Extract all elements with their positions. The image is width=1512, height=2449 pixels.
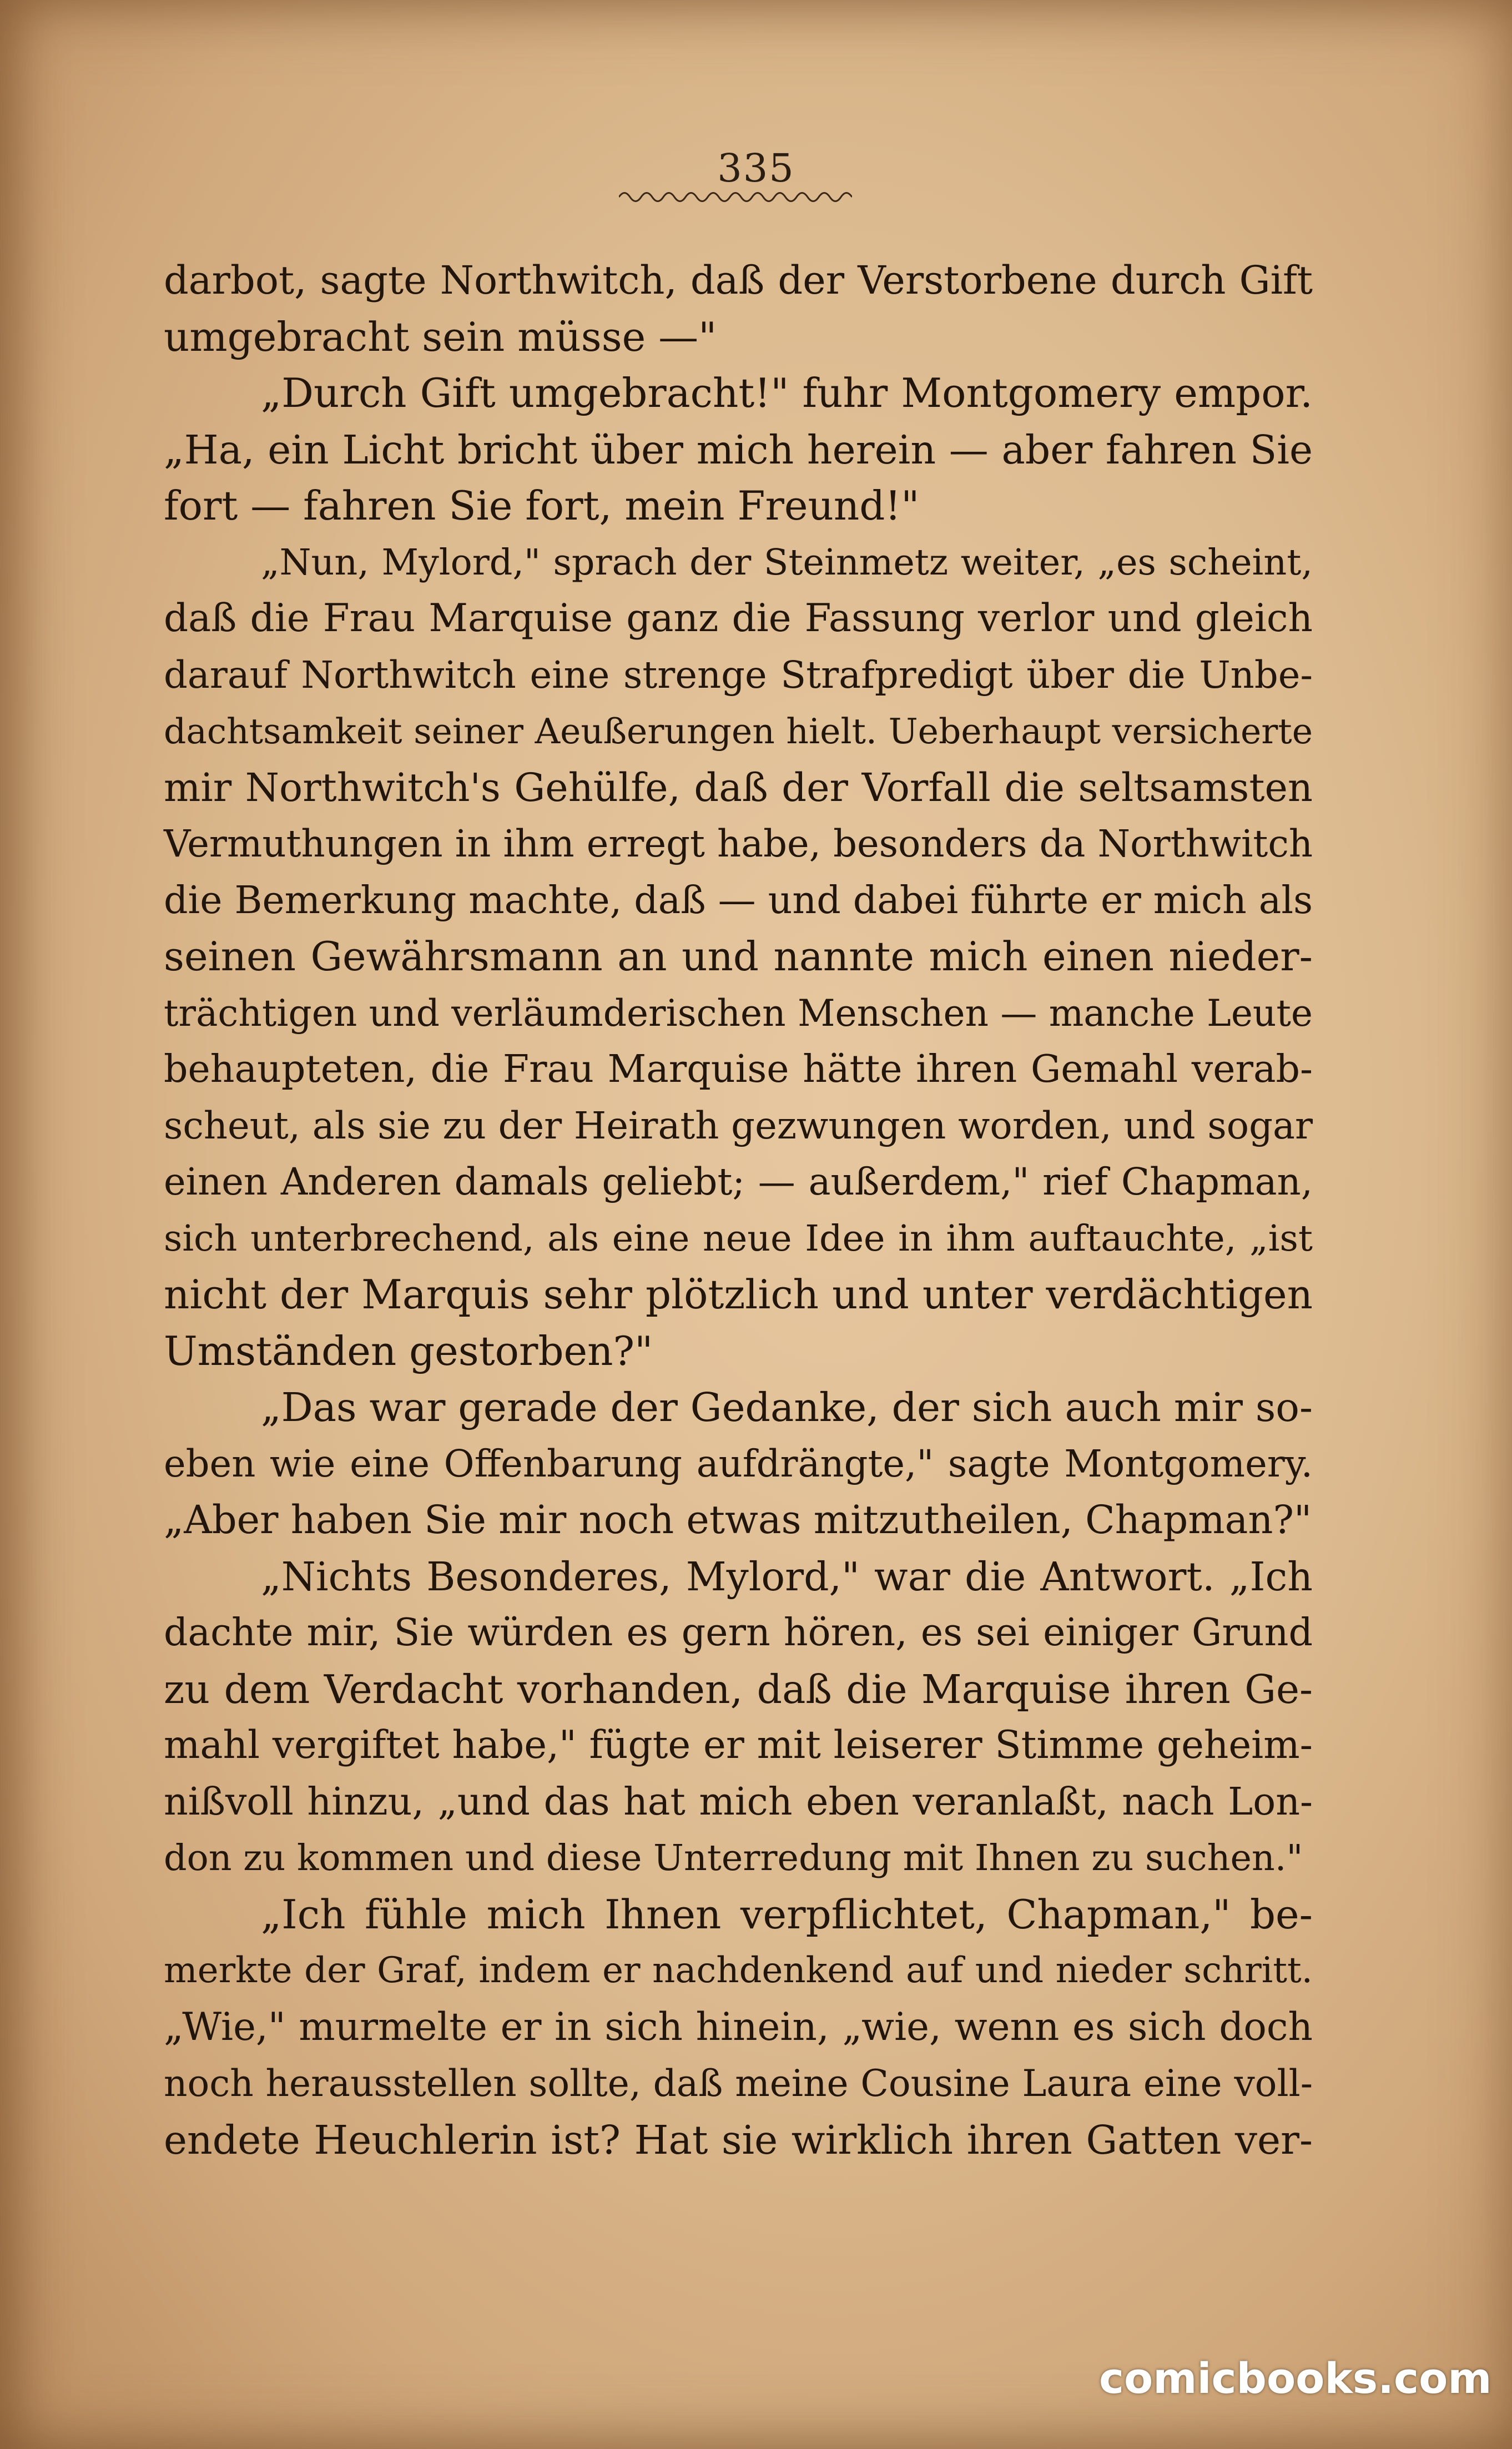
text-line: „Ha, ein Licht bricht über mich herein — aber fahren Sie (164, 426, 1313, 473)
text-line: daß die Frau Marquise ganz die Fassung verlor und gleich (164, 596, 1313, 641)
text-line: darauf Northwitch eine strenge Strafpredigt über die Unbe- (164, 653, 1313, 697)
text-line: „Wie," murmelte er in sich hinein, „wie, wenn es sich doch (164, 2004, 1313, 2049)
text-line: behaupteten, die Frau Marquise hätte ihren Gemahl verab- (164, 1047, 1313, 1091)
text-line: seinen Gewährsmann an und nannte mich einen nieder- (164, 933, 1313, 980)
text-line: Vermuthungen in ihm erregt habe, besonders da Northwitch (164, 822, 1313, 865)
page-number: 335 (717, 145, 795, 191)
text-line: „Ich fühle mich Ihnen verpflichtet, Chapman," be- (261, 1891, 1313, 1938)
text-line: nißvoll hinzu, „und das hat mich eben veranlaßt, nach Lon- (164, 1780, 1313, 1824)
body-text (164, 253, 1313, 2168)
text-line: „Das war gerade der Gedanke, der sich auch mir so- (261, 1384, 1313, 1430)
text-line: sich unterbrechend, als eine neue Idee in ihm auftauchte, „ist (164, 1217, 1313, 1259)
wavy-line-ornament-icon (619, 189, 852, 205)
text-line: „Nichts Besonderes, Mylord," war die Antwort. „Ich (261, 1553, 1313, 1600)
text-line: einen Anderen damals geliebt; — außerdem," rief Chapman, (164, 1160, 1313, 1203)
text-line: merkte der Graf, indem er nachdenkend auf und nieder schritt. (164, 1950, 1313, 1991)
text-line: don zu kommen und diese Unterredung mit Ihnen zu suchen." (164, 1837, 1303, 1879)
watermark: comicbooks.com (1099, 2354, 1492, 2403)
text-line: „Aber haben Sie mir noch etwas mitzutheilen, Chapman?" (164, 1497, 1312, 1543)
text-line: „Durch Gift umgebracht!" fuhr Montgomery empor. (261, 370, 1313, 416)
text-line: Umständen gestorben?" (164, 1327, 653, 1374)
text-line: scheut, als sie zu der Heirath gezwungen worden, und sogar (164, 1103, 1313, 1147)
text-line: noch herausstellen sollte, daß meine Cousine Laura eine voll- (164, 2062, 1313, 2105)
text-line: eben wie eine Offenbarung aufdrängte," sagte Montgomery. (164, 1442, 1313, 1485)
text-line: trächtigen und verläumderischen Menschen — manche Leute (164, 991, 1313, 1035)
text-line: dachte mir, Sie würden es gern hören, es sei einiger Grund (164, 1611, 1313, 1655)
text-line: endete Heuchlerin ist? Hat sie wirklich ihren Gatten ver- (164, 2117, 1313, 2163)
text-line: zu dem Verdacht vorhanden, daß die Marquise ihren Ge- (164, 1666, 1313, 1712)
text-line: umgebracht sein müsse —" (164, 313, 717, 360)
text-line: dachtsamkeit seiner Aeußerungen hielt. Ueberhaupt versicherte (164, 711, 1313, 752)
text-line: darbot, sagte Northwitch, daß der Verstorbene durch Gift (164, 258, 1313, 303)
text-line: mir Northwitch's Gehülfe, daß der Vorfall die seltsamsten (164, 764, 1313, 810)
text-line: nicht der Marquis sehr plötzlich und unter verdächtigen (164, 1271, 1313, 1318)
text-line: mahl vergiftet habe," fügte er mit leiserer Stimme geheim- (164, 1723, 1313, 1767)
text-line: „Nun, Mylord," sprach der Steinmetz weiter, „es scheint, (261, 541, 1313, 583)
text-line: die Bemerkung machte, daß — und dabei führte er mich als (164, 878, 1313, 923)
text-line: fort — fahren Sie fort, mein Freund!" (164, 482, 920, 529)
